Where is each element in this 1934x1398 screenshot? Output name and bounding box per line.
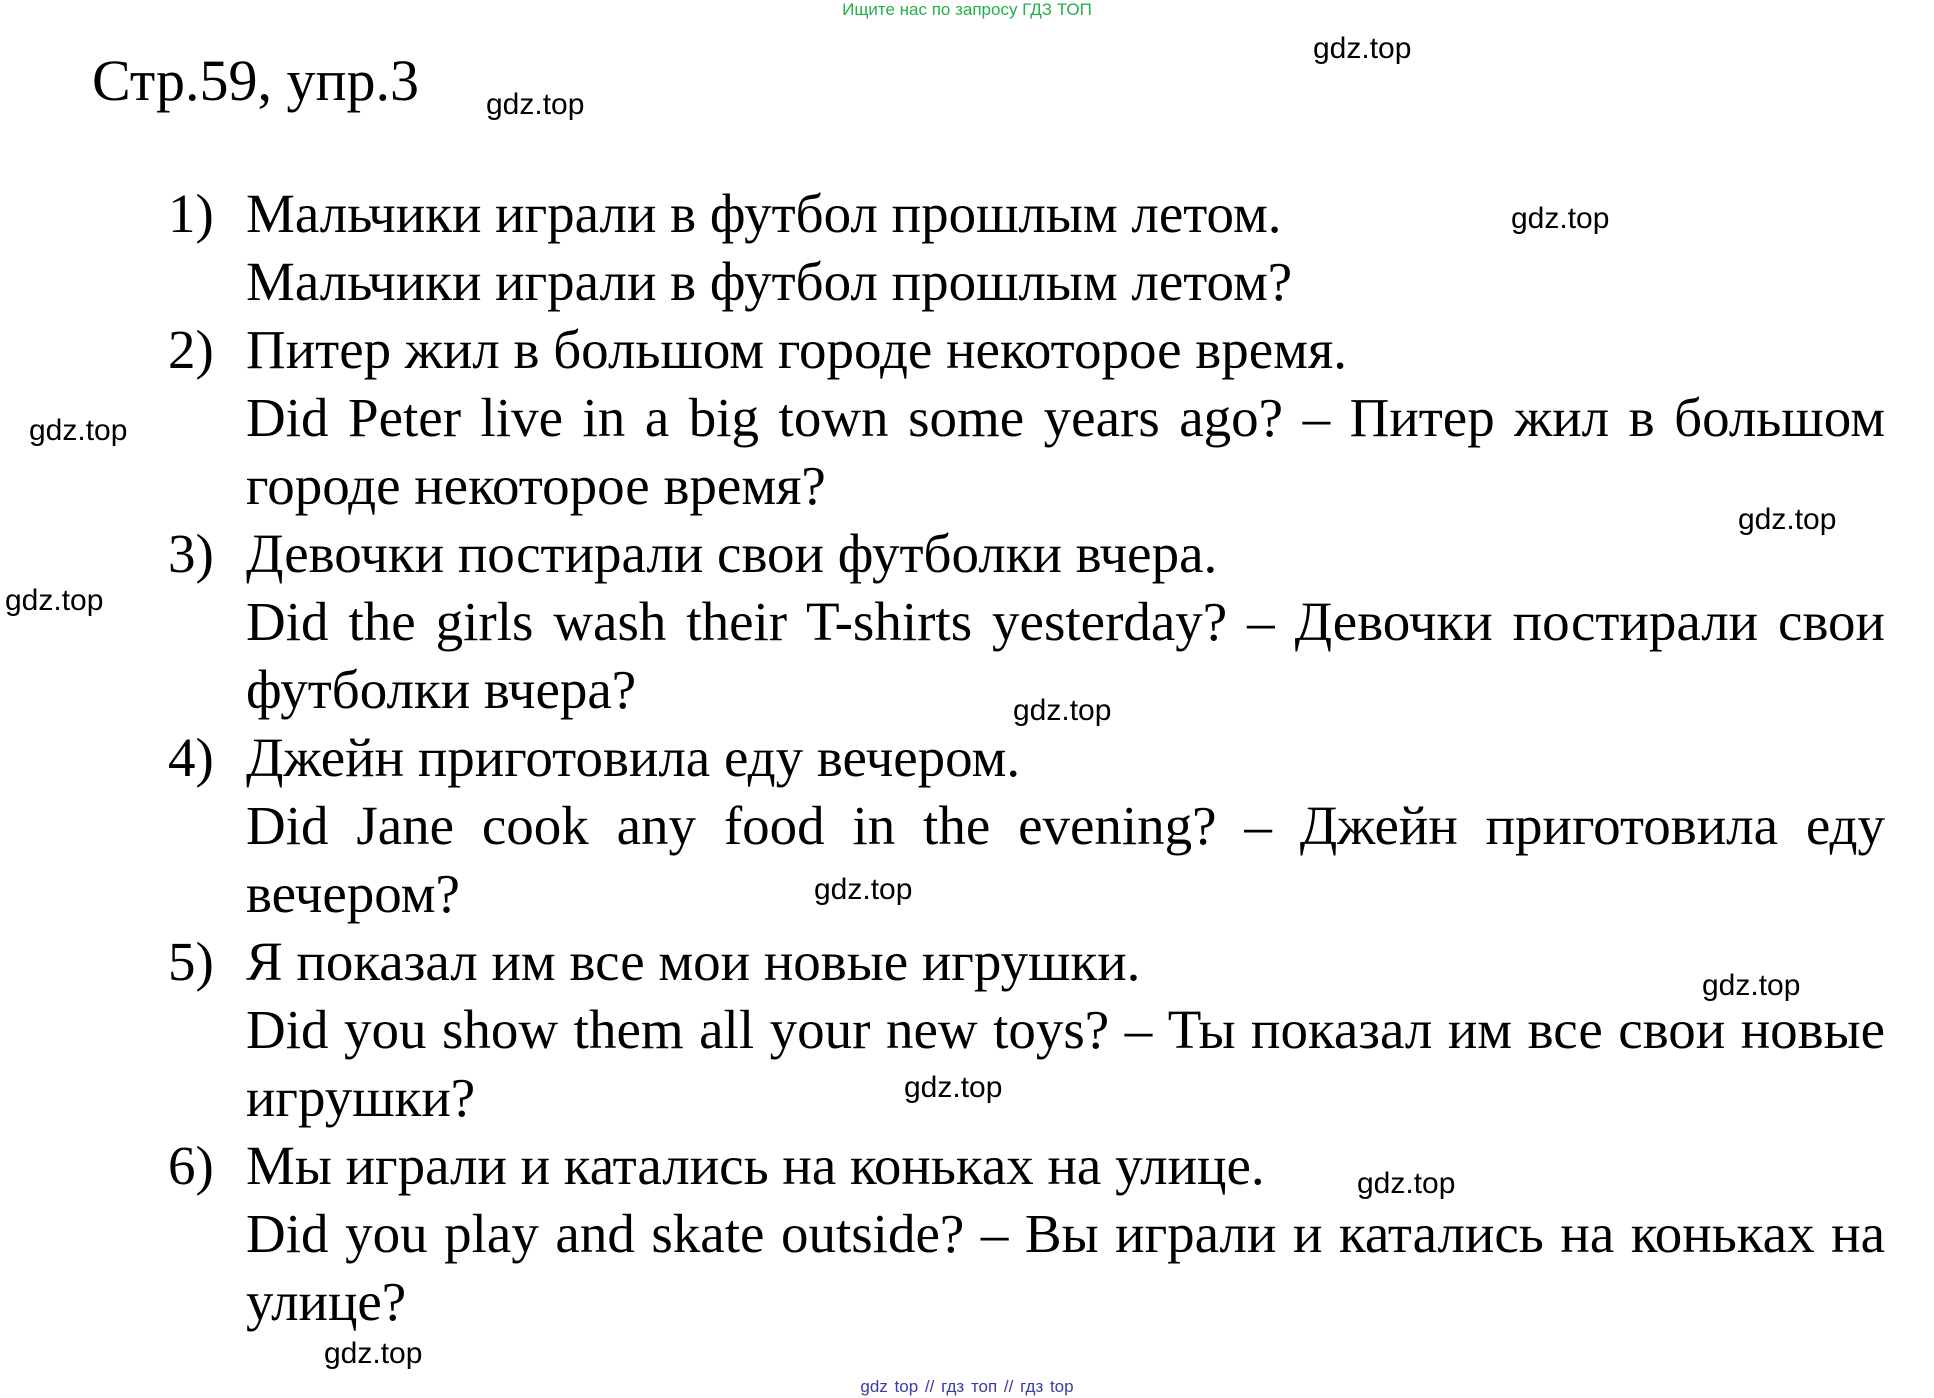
item-statement: Мы играли и катались на коньках на улице. xyxy=(246,1135,1265,1196)
item-number: 3) xyxy=(168,523,214,584)
item-body xyxy=(246,724,1885,928)
item-body xyxy=(246,316,1885,520)
list-item xyxy=(168,316,1885,520)
watermark: gdz.top xyxy=(1013,694,1112,727)
watermark: gdz.top xyxy=(5,584,104,617)
item-number: 4) xyxy=(168,727,214,788)
watermark: gdz.top xyxy=(324,1337,423,1370)
item-number: 1) xyxy=(168,183,214,244)
watermark: gdz.top xyxy=(1738,503,1837,536)
page-title: Стр.59, упр.3 xyxy=(92,48,420,113)
footer-link[interactable]: gdz top // гдз топ // гдз top xyxy=(860,1377,1074,1396)
top-banner: Ищите нас по запросу ГДЗ ТОП xyxy=(842,0,1092,19)
item-question: Did Jane cook any food in the evening? – Джейн приготовила еду вечером? xyxy=(246,795,1885,924)
item-number: 2) xyxy=(168,319,214,380)
exercise-list xyxy=(168,180,1885,1336)
item-question: Did you show them all your new toys? – Ты показал им все свои новые игрушки? xyxy=(246,999,1885,1128)
item-body xyxy=(246,180,1885,316)
watermark: gdz.top xyxy=(1313,32,1412,65)
item-statement: Джейн приготовила еду вечером. xyxy=(246,727,1021,788)
list-item xyxy=(168,1132,1885,1336)
item-question: Did the girls wash their T-shirts yesterday? – Девочки постирали свои футболки вчера? xyxy=(246,591,1885,720)
item-statement: Мальчики играли в футбол прошлым летом. xyxy=(246,183,1282,244)
watermark: gdz.top xyxy=(1702,969,1801,1002)
watermark: gdz.top xyxy=(29,414,128,447)
item-statement: Я показал им все мои новые игрушки. xyxy=(246,931,1141,992)
item-number: 6) xyxy=(168,1135,214,1196)
list-item xyxy=(168,724,1885,928)
watermark: gdz.top xyxy=(814,873,913,906)
item-number: 5) xyxy=(168,931,214,992)
list-item xyxy=(168,180,1885,316)
watermark: gdz.top xyxy=(1511,202,1610,235)
watermark: gdz.top xyxy=(1357,1167,1456,1200)
item-question: Did you play and skate outside? – Вы играли и катались на коньках на улице? xyxy=(246,1203,1885,1332)
list-item xyxy=(168,928,1885,1132)
item-statement: Девочки постирали свои футболки вчера. xyxy=(246,523,1218,584)
item-question: Did Peter live in a big town some years ago? – Питер жил в большом городе некоторое время? xyxy=(246,387,1885,516)
item-statement: Питер жил в большом городе некоторое время. xyxy=(246,319,1348,380)
watermark: gdz.top xyxy=(486,88,585,121)
item-body xyxy=(246,1132,1885,1336)
watermark: gdz.top xyxy=(904,1071,1003,1104)
item-body xyxy=(246,928,1885,1132)
item-question: Мальчики играли в футбол прошлым летом? xyxy=(246,251,1293,312)
